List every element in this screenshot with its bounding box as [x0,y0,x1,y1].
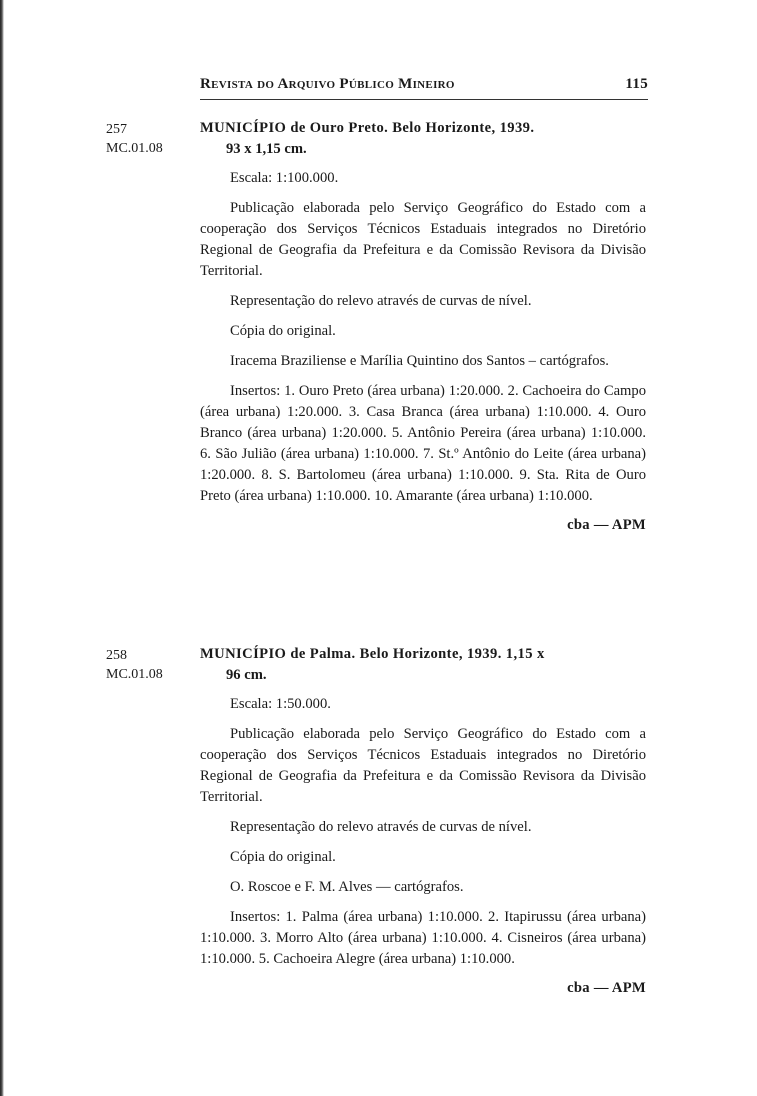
page-binding-edge [0,0,4,1096]
entry-signature: cba — APM [567,517,646,533]
entry-relief-note: Representação do relevo através de curvas de nível. [230,293,532,309]
journal-title: Revista do Arquivo Público Mineiro [200,76,455,92]
entry-heading-line2: 93 x 1,15 cm. [226,141,307,157]
entry-copy-note: Cópia do original. [230,849,336,865]
running-header [200,76,648,93]
entry-scale: Escala: 1:100.000. [230,170,339,186]
catalog-entry [106,644,646,999]
entry-relief-note: Representação do relevo através de curvas de nível. [230,819,532,835]
entry-heading-line2: 96 cm. [226,667,267,683]
entry-number: 258 [106,648,127,663]
entry-cartographers: O. Roscoe e F. M. Alves — cartógrafos. [230,879,464,895]
entry-heading [200,118,646,160]
entry-code: MC.01.08 [106,141,163,156]
entry-publication-note: Publicação elaborada pelo Serviço Geográfico do Estado com a cooperação dos Serviços Técnicos Estaduais integrados no Diretório Regional de Geografia da Prefeitura e da Comissão Revisora da Divisão Territorial. [200,200,646,279]
entry-code: MC.01.08 [106,667,163,682]
entry-heading-line1: MUNICÍPIO de Ouro Preto. Belo Horizonte, 1939. [200,120,535,136]
entry-identifier [106,120,196,158]
entry-signature: cba — APM [567,980,646,996]
entry-number: 257 [106,122,127,137]
entry-cartographers: Iracema Braziliense e Marília Quintino dos Santos – cartógrafos. [230,353,609,369]
header-rule [200,99,648,100]
entry-identifier [106,646,196,684]
entry-body [200,644,646,999]
entry-heading [200,644,646,686]
page-number: 115 [625,76,648,92]
catalog-entry [106,118,646,536]
entry-insets: Insertos: 1. Ouro Preto (área urbana) 1:20.000. 2. Cachoeira do Campo (área urbana) 1:20.000. 3. Casa Branca (área urbana) 1:10.000. 4. Ouro Branco (área urbana) 1:20.000. 5. Antônio Pereira (área urbana) 1:10.000. 6. São Julião (área urbana) 1:10.000. 7. St.º Antônio do Leite (área urbana) 1:20.000. 8. S. Bartolomeu (área urbana) 1:10.000. 9. Sta. Rita de Ouro Preto (área urbana) 1:10.000. 10. Amarante (área urbana) 1:10.000. [200,383,646,504]
entry-body [200,118,646,536]
entry-heading-line1: MUNICÍPIO de Palma. Belo Horizonte, 1939. 1,15 x [200,646,545,662]
entry-insets: Insertos: 1. Palma (área urbana) 1:10.000. 2. Itapirussu (área urbana) 1:10.000. 3. Morro Alto (área urbana) 1:10.000. 4. Cisneiros (área urbana) 1:10.000. 5. Cachoeira Alegre (área urbana) 1:10.000. [200,909,646,967]
entry-scale: Escala: 1:50.000. [230,696,331,712]
entry-copy-note: Cópia do original. [230,323,336,339]
entry-publication-note: Publicação elaborada pelo Serviço Geográfico do Estado com a cooperação dos Serviços Técnicos Estaduais integrados no Diretório Regional de Geografia da Prefeitura e da Comissão Revisora da Divisão Territorial. [200,726,646,805]
